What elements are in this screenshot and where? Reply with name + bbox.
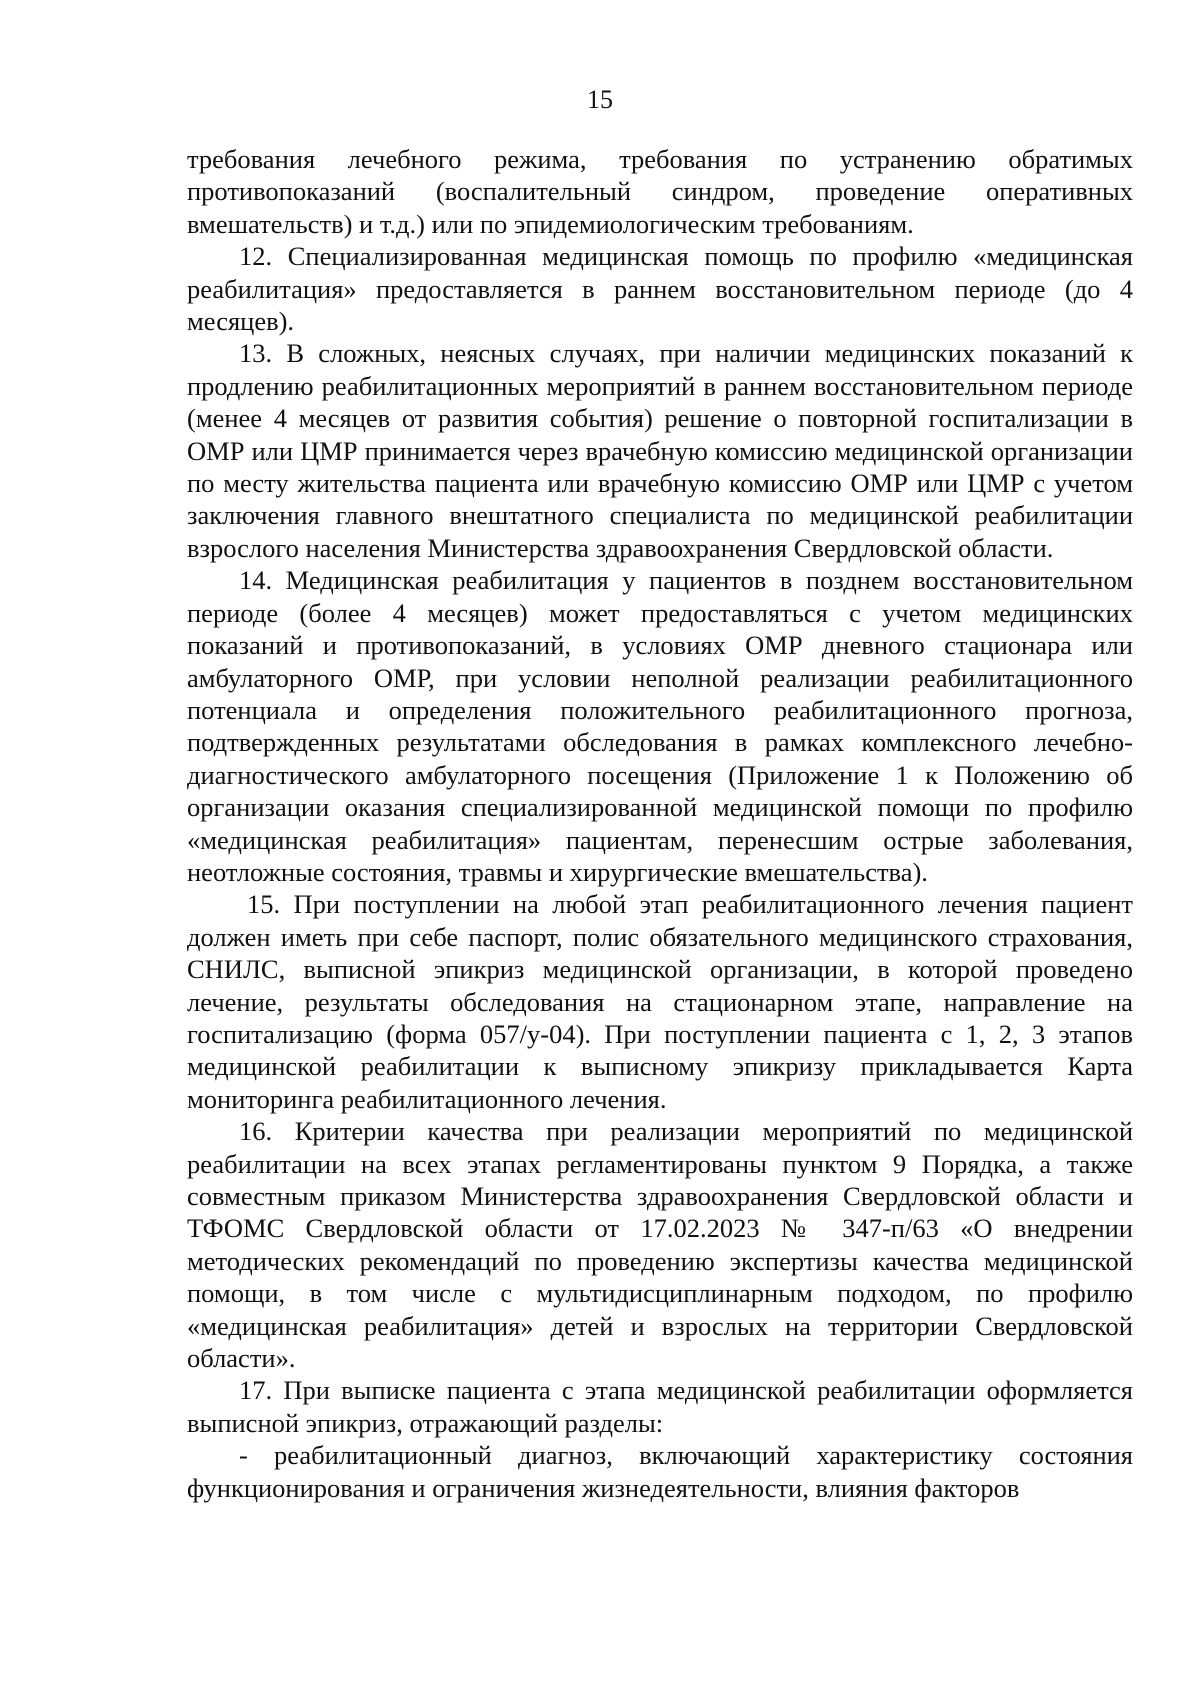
paragraph-15: 15. При поступлении на любой этап реабилитационного лечения пациент должен иметь при себе паспорт, полис обязательного медицинского страхования, СНИЛС, выписной эпикриз медицинской организации, в которой проведено лечение, результаты обследования на стационарном этапе, направление на госпитализацию (форма 057/у-04). При поступлении пациента с 1, 2, 3 этапов медицинской реабилитации к выписному эпикризу прикладывается Карта мониторинга реабилитационного лечения. bbox=[187, 889, 1133, 1114]
paragraph-17-bullet-1: - реабилитационный диагноз, включающий характеристику состояния функционирования и ограничения жизнедеятельности, влияния факторов bbox=[187, 1440, 1133, 1503]
paragraph-16: 16. Критерии качества при реализации мероприятий по медицинской реабилитации на всех этапах регламентированы пунктом 9 Порядка, а также совместным приказом Министерства здравоохранения Свердловской области и ТФОМС Свердловской области от 17.02.2023 № 347-п/63 «О внедрении методических рекомендаций по проведению экспертизы качества медицинской помощи, в том числе с мультидисциплинарным подходом, по профилю «медицинская реабилитация» детей и взрослых на территории Свердловской области». bbox=[187, 1116, 1133, 1374]
paragraph-continuation: требования лечебного режима, требования по устранению обратимых противопоказаний (воспалительный синдром, проведение оперативных вмешательств) и т.д.) или по эпидемиологическим требованиям. bbox=[187, 144, 1133, 239]
document-body bbox=[187, 143, 1133, 1504]
page-number: 15 bbox=[587, 85, 613, 114]
paragraph-13: 13. В сложных, неясных случаях, при наличии медицинских показаний к продлению реабилитационных мероприятий в раннем восстановительном периоде (менее 4 месяцев от развития события) решение о повторной госпитализации в ОМР или ЦМР принимается через врачебную комиссию медицинской организации по месту жительства пациента или врачебную комиссию ОМР или ЦМР с учетом заключения главного внештатного специалиста по медицинской реабилитации взрослого населения Министерства здравоохранения Свердловской области. bbox=[187, 338, 1133, 563]
paragraph-14: 14. Медицинская реабилитация у пациентов в позднем восстановительном периоде (более 4 месяцев) может предоставляться с учетом медицинских показаний и противопоказаний, в условиях ОМР дневного стационара или амбулаторного ОМР, при условии неполной реализации реабилитационного потенциала и определения положительного реабилитационного прогноза, подтвержденных результатами обследования в рамках комплексного лечебно-диагностического амбулаторного посещения (Приложение 1 к Положению об организации оказания специализированной медицинской помощи по профилю «медицинская реабилитация» пациентам, перенесшим острые заболевания, неотложные состояния, травмы и хирургические вмешательства). bbox=[187, 565, 1133, 887]
paragraph-17: 17. При выписке пациента с этапа медицинской реабилитации оформляется выписной эпикриз, отражающий разделы: bbox=[187, 1375, 1133, 1438]
paragraph-12: 12. Специализированная медицинская помощь по профилю «медицинская реабилитация» предоставляется в раннем восстановительном периоде (до 4 месяцев). bbox=[187, 241, 1133, 337]
